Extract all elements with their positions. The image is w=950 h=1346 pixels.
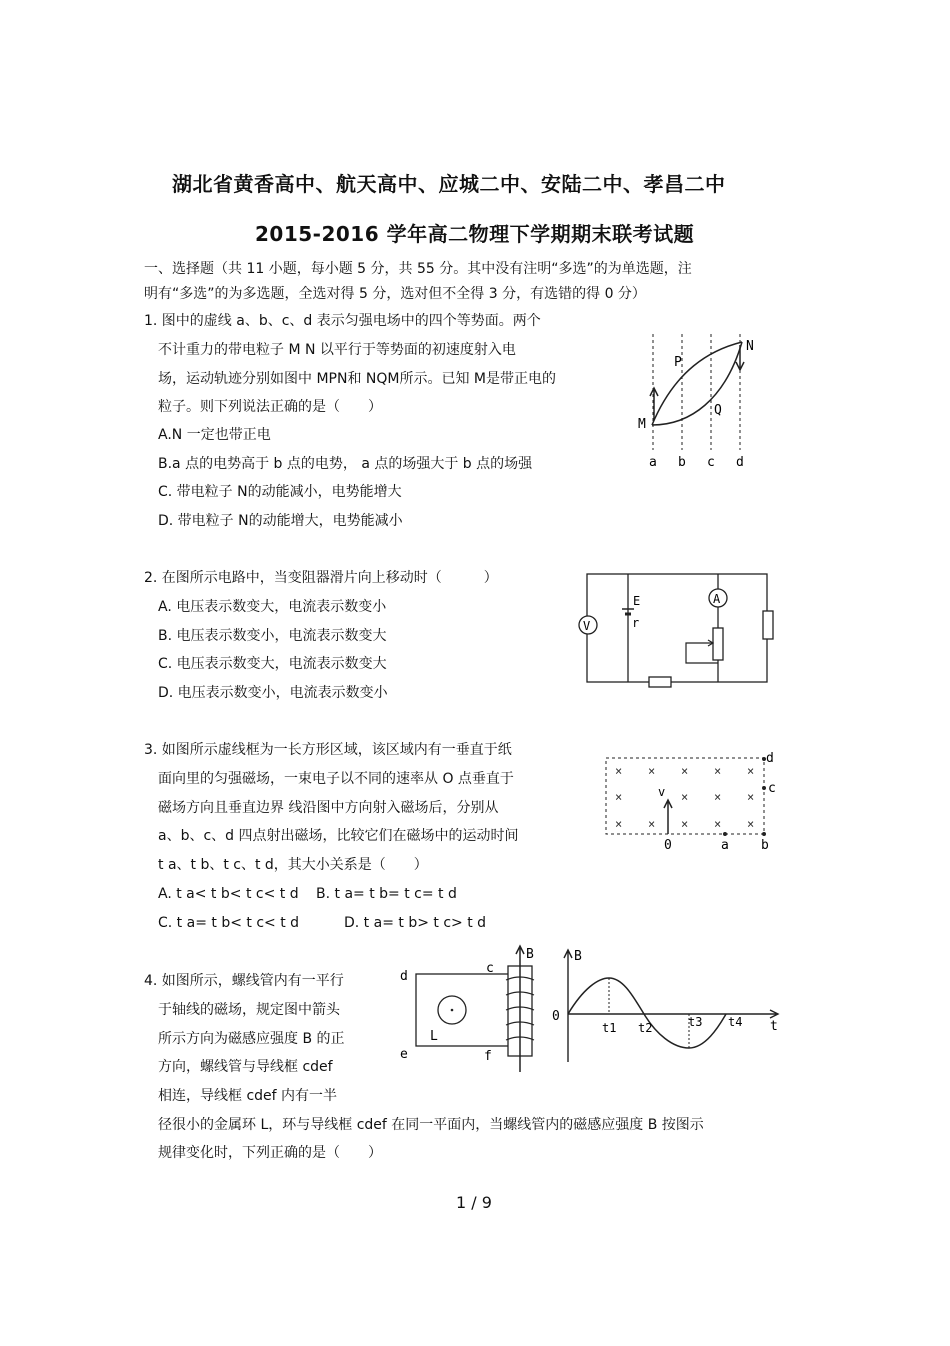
q2-option-b: B. 电压表示数变小，电流表示数变大 [158, 628, 387, 644]
resistor-bottom-icon [649, 677, 671, 687]
svg-text:×: × [681, 817, 689, 831]
label-q: Q [714, 403, 722, 418]
q1-option-a: A.N 一定也带正电 [158, 427, 271, 443]
label-m: M [638, 417, 646, 432]
y-axis [564, 950, 572, 1062]
label-a: a [721, 838, 729, 852]
svg-text:×: × [648, 764, 656, 778]
q2-option-c: C. 电压表示数变大，电流表示数变大 [158, 656, 387, 672]
q2-line: 2. 在图所示电路中，当变阻器滑片向上移动时（ ） [144, 570, 498, 586]
q4-figure-solenoid [396, 940, 546, 1078]
title-line-1: 湖北省黄香高中、航天高中、应城二中、安陆二中、孝昌二中 [172, 172, 726, 196]
label-c: c [486, 961, 494, 976]
q1-option-d: D. 带电粒子 N的动能增大，电势能减小 [158, 513, 403, 529]
exit-points [723, 757, 766, 836]
q1-figure-equipotential [630, 330, 770, 475]
rheostat-icon [713, 628, 723, 660]
svg-text:×: × [747, 817, 755, 831]
svg-text:×: × [714, 790, 722, 804]
velocity-arrow [664, 800, 672, 834]
b-curve [568, 978, 726, 1048]
q3-line: 磁场方向且垂直边界 线沿图中方向射入磁场后，分别从 [158, 800, 499, 816]
svg-text:×: × [615, 817, 623, 831]
battery-resistance-label: r [632, 616, 640, 630]
label-c: c [768, 781, 776, 796]
label-d: d [766, 751, 774, 766]
svg-text:×: × [615, 764, 623, 778]
svg-text:×: × [681, 790, 689, 804]
q4-line: 于轴线的磁场，规定图中箭头 [158, 1002, 340, 1018]
label-l: L [430, 1029, 438, 1044]
label-v: v [658, 785, 666, 799]
q4-line: 4. 如图所示，螺线管内有一平行 [144, 973, 344, 989]
q4-line: 相连，导线框 cdef 内有一半 [158, 1088, 338, 1104]
label-o: 0 [664, 838, 672, 852]
label-d: d [400, 969, 408, 984]
title-line-2: 2015-2016 学年高二物理下学期期末联考试题 [255, 222, 695, 246]
q1-line: 场，运动轨迹分别如图中 MPN和 NQM所示。已知 M是带正电的 [158, 371, 556, 387]
label-e: e [400, 1047, 408, 1062]
svg-text:×: × [747, 764, 755, 778]
q1-line: 不计重力的带电粒子 M N 以平行于等势面的初速度射入电 [158, 342, 516, 358]
section-heading-line-1: 一、选择题（共 11 小题，每小题 5 分，共 55 分。其中没有注明“多选”的为单选题，注 [144, 261, 692, 277]
label-t3: t3 [688, 1015, 703, 1029]
q4-line: 方向，螺线管与导线框 cdef [158, 1059, 333, 1075]
label-t1: t1 [602, 1021, 617, 1035]
label-n: N [746, 339, 754, 354]
label-t2: t2 [638, 1021, 653, 1035]
label-p: P [674, 355, 682, 370]
q1-line: 粒子。则下列说法正确的是（ ） [158, 399, 382, 415]
circuit-outline [587, 574, 767, 682]
svg-text:×: × [714, 817, 722, 831]
x-axis [568, 1010, 778, 1018]
q4-line: 径很小的金属环 L，环与导线框 cdef 在同一平面内，当螺线管内的磁感应强度 B 按图示 [158, 1117, 704, 1133]
label-d: d [736, 455, 744, 470]
ammeter-label: A [713, 592, 721, 606]
q2-option-d: D. 电压表示数变小，电流表示数变小 [158, 685, 388, 701]
svg-text:×: × [747, 790, 755, 804]
q1-line: 1. 图中的虚线 a、b、c、d 表示匀强电场中的四个等势面。两个 [144, 313, 541, 329]
field-marks [615, 764, 754, 831]
q4-line: 规律变化时，下列正确的是（ ） [158, 1145, 382, 1161]
q1-option-b: B.a 点的电势高于 b 点的电势， a 点的场强大于 b 点的场强 [158, 456, 533, 472]
label-origin: 0 [552, 1009, 560, 1024]
page-number: 1 / 9 [456, 1193, 492, 1212]
q3-option-d: D. t a= t b> t c> t d [344, 915, 487, 931]
label-c: c [707, 455, 715, 470]
q1-option-c: C. 带电粒子 N的动能减小，电势能增大 [158, 484, 402, 500]
q3-line: t a、t b、t c、t d，其大小关系是（ ） [158, 857, 428, 873]
svg-text:×: × [648, 817, 656, 831]
resistor-right-icon [763, 611, 773, 639]
label-t: t [770, 1019, 778, 1034]
q3-option-c: C. t a= t b< t c< t d [158, 915, 300, 931]
q4-figure-b-t-graph [548, 944, 784, 1066]
label-b: B [574, 949, 582, 964]
q3-option-b: B. t a= t b= t c= t d [316, 886, 457, 902]
q3-figure-magnetic-field [598, 748, 788, 852]
label-a: a [649, 455, 657, 470]
label-t4: t4 [728, 1015, 743, 1029]
label-b: B [526, 947, 534, 962]
q3-line: a、b、c、d 四点射出磁场，比较它们在磁场中的运动时间 [158, 828, 519, 844]
svg-text:×: × [714, 764, 722, 778]
label-f: f [484, 1049, 492, 1064]
trajectory-nqm [652, 342, 742, 425]
q3-line: 3. 如图所示虚线框为一长方形区域，该区域内有一垂直于纸 [144, 742, 512, 758]
svg-text:×: × [681, 764, 689, 778]
voltmeter-label: V [583, 619, 591, 633]
q2-option-a: A. 电压表示数变大，电流表示数变小 [158, 599, 387, 615]
battery-emf-label: E [633, 594, 641, 608]
q3-line: 面向里的匀强磁场，一束电子以不同的速率从 O 点垂直于 [158, 771, 514, 787]
q2-figure-circuit [570, 565, 780, 690]
q3-option-a: A. t a< t b< t c< t d [158, 886, 299, 902]
section-heading-line-2: 明有“多选”的为多选题，全选对得 5 分，选对但不全得 3 分，有选错的得 0 分） [144, 286, 646, 302]
label-b: b [761, 838, 769, 852]
trajectory-mpn [652, 342, 742, 425]
svg-text:×: × [615, 790, 623, 804]
q4-line: 所示方向为磁感应强度 B 的正 [158, 1031, 345, 1047]
label-b: b [678, 455, 686, 470]
